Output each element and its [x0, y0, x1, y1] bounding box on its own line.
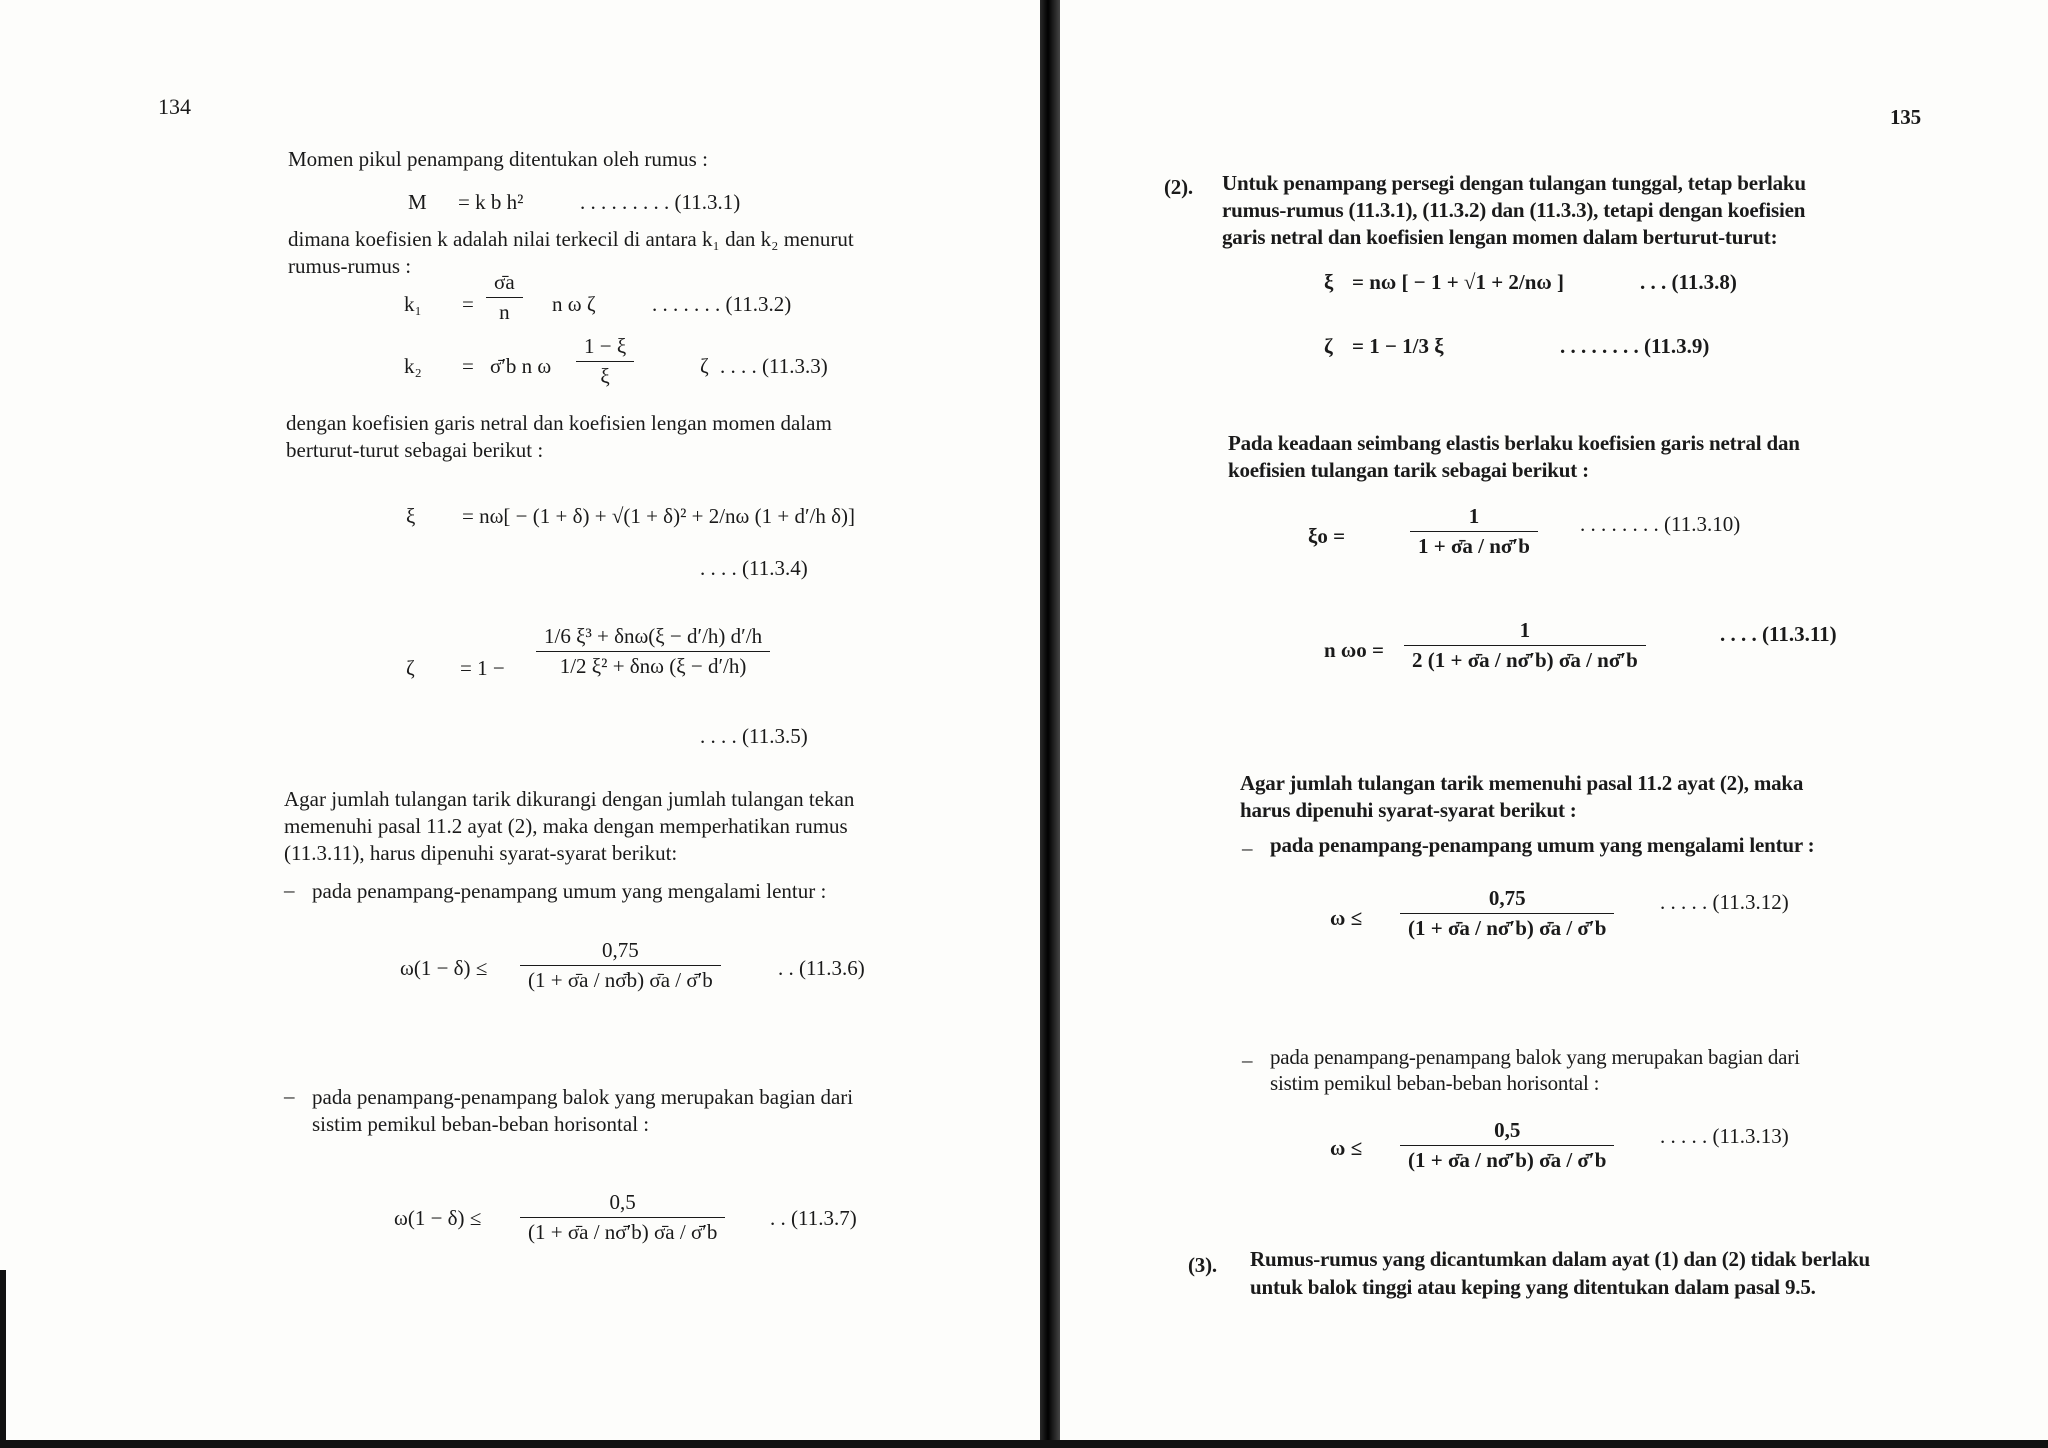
- equation-number: . . . . . . . . (11.3.9): [1560, 334, 1710, 358]
- equation-fraction: [520, 1190, 725, 1245]
- equation-number: . . . . . . . . (11.3.10): [1580, 512, 1741, 536]
- paragraph-line: (11.3.11), harus dipenuhi syarat-syarat berikut:: [284, 841, 678, 865]
- equation-fraction: [520, 938, 721, 993]
- paragraph-line: Agar jumlah tulangan tarik dikurangi dengan jumlah tulangan tekan: [284, 787, 855, 811]
- equation-fraction: [1400, 886, 1614, 941]
- paragraph-line: untuk balok tinggi atau keping yang ditentukan dalam pasal 9.5.: [1250, 1275, 1816, 1299]
- equation-tail: ζ: [700, 354, 709, 378]
- page-number: 134: [158, 94, 191, 119]
- equation-lhs: ω(1 − δ) ≤: [400, 956, 488, 980]
- equation-number: . . . . . . . . . (11.3.1): [580, 190, 741, 214]
- equation-rhs: = 1 − 1/3 ξ: [1352, 334, 1444, 358]
- fraction-numerator: 0,5: [1400, 1118, 1614, 1146]
- fraction-denominator: (1 + σ̄a / nσ̄′b) σ̄a / σ̄′b: [528, 1220, 718, 1244]
- fraction-numerator: 1: [1404, 618, 1646, 646]
- equation-lhs: ζ: [406, 656, 415, 680]
- page-edge: [0, 1270, 6, 1448]
- bullet-text: pada penampang-penampang umum yang mengalami lentur :: [1270, 833, 1815, 857]
- bullet-dash: –: [1242, 836, 1253, 860]
- equation-tail: n ω ζ: [552, 292, 596, 316]
- fraction-numerator: 1/6 ξ³ + δnω(ξ − d′/h) d′/h: [536, 624, 770, 652]
- bullet-dash: –: [284, 1084, 295, 1108]
- fraction-denominator: n: [499, 300, 510, 324]
- equation-number: . . . . (11.3.3): [720, 354, 828, 378]
- paragraph-line: Agar jumlah tulangan tarik memenuhi pasal 11.2 ayat (2), maka: [1240, 771, 1804, 795]
- fraction-denominator: ξ: [600, 364, 610, 388]
- equation-lhs: ξ: [1324, 270, 1334, 294]
- bullet-text: sistim pemikul beban-beban horisontal :: [312, 1112, 650, 1136]
- equation-lhs: k₁: [404, 292, 422, 316]
- section-label: (2).: [1164, 175, 1193, 199]
- fraction-denominator: 2 (1 + σ̄a / nσ̄′b) σ̄a / nσ̄′b: [1412, 648, 1638, 672]
- fraction-numerator: 1: [1410, 504, 1538, 532]
- right-page: [1060, 0, 2048, 1448]
- fraction-numerator: 0,5: [520, 1190, 725, 1218]
- equation-lhs: M: [408, 190, 427, 214]
- page-edge: [0, 1440, 2048, 1448]
- equation-fraction: [1400, 1118, 1614, 1173]
- equation-sign: =: [462, 292, 474, 316]
- fraction-numerator: 1 − ξ: [576, 334, 634, 362]
- equation-lhs: ξo =: [1308, 524, 1346, 548]
- fraction-numerator: 0,75: [520, 938, 721, 966]
- paragraph-line: Untuk penampang persegi dengan tulangan tunggal, tetap berlaku: [1222, 171, 1806, 195]
- paragraph-line: Pada keadaan seimbang elastis berlaku koefisien garis netral dan: [1228, 431, 1800, 455]
- paragraph-line: harus dipenuhi syarat-syarat berikut :: [1240, 798, 1577, 822]
- equation-prefix: σ̄′b n ω: [490, 354, 552, 378]
- equation-number: . . (11.3.6): [778, 956, 865, 980]
- paragraph-line: berturut-turut sebagai berikut :: [286, 438, 544, 462]
- equation-lhs: ω ≤: [1330, 906, 1363, 930]
- equation-number: . . (11.3.7): [770, 1206, 857, 1230]
- equation-lhs: k₂: [404, 354, 422, 378]
- equation-fraction: [536, 624, 770, 679]
- paragraph-line: garis netral dan koefisien lengan momen dalam berturut-turut:: [1222, 225, 1778, 249]
- fraction-denominator: 1 + σ̄a / nσ̄′b: [1418, 534, 1530, 558]
- paragraph-line: rumus-rumus (11.3.1), (11.3.2) dan (11.3.3), tetapi dengan koefisien: [1222, 198, 1806, 222]
- paragraph-line: Momen pikul penampang ditentukan oleh rumus :: [288, 147, 708, 171]
- fraction-numerator: σ̄a: [486, 270, 523, 298]
- paragraph-line: koefisien tulangan tarik sebagai berikut :: [1228, 458, 1589, 482]
- equation-fraction: [1410, 504, 1538, 559]
- equation-lhs: ω(1 − δ) ≤: [394, 1206, 482, 1230]
- equation-number: . . . . . . . (11.3.2): [652, 292, 792, 316]
- equation-fraction: [486, 270, 523, 325]
- equation-number: . . . (11.3.8): [1640, 270, 1737, 294]
- equation-rhs: = nω [ − 1 + √1 + 2/nω ]: [1352, 270, 1565, 294]
- equation-fraction: [1404, 618, 1646, 673]
- paragraph-line: rumus-rumus :: [288, 254, 412, 278]
- fraction-denominator: (1 + σ̄a / nσ̄′b) σ̄a / σ̄′b: [1408, 1148, 1607, 1172]
- equation-lhs: ξ: [406, 504, 416, 528]
- section-label: (3).: [1188, 1253, 1217, 1277]
- bullet-text: pada penampang-penampang balok yang merupakan bagian dari: [312, 1085, 854, 1109]
- equation-fraction: [576, 334, 634, 389]
- equation-number: . . . . . (11.3.13): [1660, 1124, 1789, 1148]
- equation-sign: =: [462, 354, 474, 378]
- equation-lhs: n ωo =: [1324, 638, 1384, 662]
- bullet-dash: –: [284, 878, 295, 902]
- equation-prefix: = 1 −: [460, 656, 505, 680]
- equation-rhs: = nω[ − (1 + δ) + √(1 + δ)² + 2/nω (1 + d′/h δ)]: [462, 504, 856, 528]
- paragraph-line: Rumus-rumus yang dicantumkan dalam ayat (1) dan (2) tidak berlaku: [1250, 1247, 1871, 1271]
- paragraph-line: dimana koefisien k adalah nilai terkecil di antara k₁ dan k₂ menurut: [288, 227, 854, 251]
- fraction-denominator: 1/2 ξ² + δnω (ξ − d′/h): [559, 654, 747, 678]
- bullet-text: pada penampang-penampang umum yang mengalami lentur :: [312, 879, 827, 903]
- bullet-dash: –: [1242, 1048, 1253, 1072]
- equation-rhs: = k b h²: [458, 190, 524, 214]
- fraction-denominator: (1 + σ̄a / nσ̄b) σ̄a / σ̄′b: [528, 968, 713, 992]
- paragraph-line: dengan koefisien garis netral dan koefisien lengan momen dalam: [286, 411, 832, 435]
- fraction-denominator: (1 + σ̄a / nσ̄′b) σ̄a / σ̄′b: [1408, 916, 1607, 940]
- bullet-text: pada penampang-penampang balok yang merupakan bagian dari: [1270, 1045, 1800, 1069]
- equation-lhs: ζ: [1324, 334, 1333, 358]
- paragraph-line: memenuhi pasal 11.2 ayat (2), maka dengan memperhatikan rumus: [284, 814, 848, 838]
- equation-number: . . . . (11.3.5): [700, 724, 808, 748]
- equation-number: . . . . (11.3.11): [1720, 622, 1837, 646]
- page-number: 135: [1890, 105, 1921, 129]
- equation-number: . . . . (11.3.4): [700, 556, 808, 580]
- equation-number: . . . . . (11.3.12): [1660, 890, 1789, 914]
- fraction-numerator: 0,75: [1400, 886, 1614, 914]
- bullet-text: sistim pemikul beban-beban horisontal :: [1270, 1071, 1600, 1095]
- equation-lhs: ω ≤: [1330, 1136, 1363, 1160]
- book-spine: [1040, 0, 1060, 1448]
